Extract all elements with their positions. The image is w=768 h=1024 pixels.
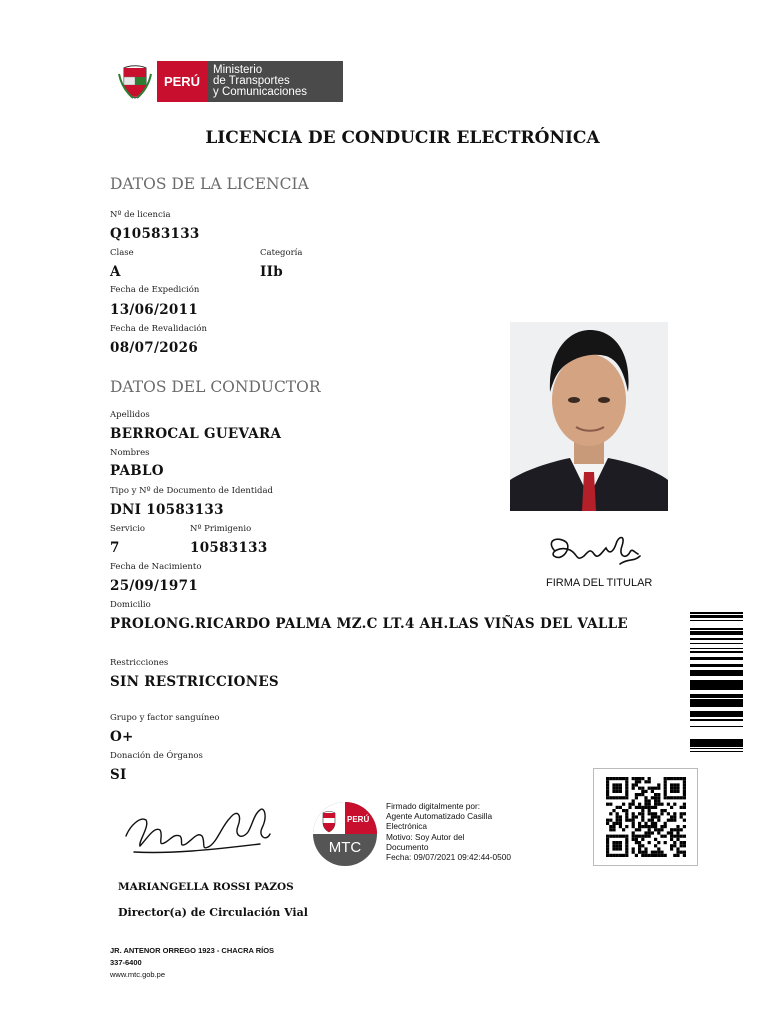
document-title: LICENCIA DE CONDUCIR ELECTRÓNICA (205, 128, 600, 148)
owner-signature-label: FIRMA DEL TITULAR (546, 577, 653, 589)
birth-date: 25/09/1971 (110, 578, 199, 594)
blood-type-value: O+ (110, 729, 134, 745)
footer-address: JR. ANTENOR ORREGO 1923 - CHACRA RÍOS (110, 946, 275, 955)
issue-date: 13/06/2011 (110, 302, 199, 318)
ministry-line-3: y Comunicaciones (213, 86, 307, 98)
owner-signature (510, 526, 683, 572)
digital-signature-line-3: Electrónica (386, 821, 428, 832)
ministry-line-1: Ministerio (213, 64, 263, 76)
qr-code (593, 768, 698, 866)
organ-donation-label: Donación de Órganos (110, 751, 203, 761)
license-number: Q10583133 (110, 226, 200, 242)
license-section-title: DATOS DE LA LICENCIA (110, 175, 309, 193)
id-document-label: Tipo y Nº de Documento de Identidad (110, 486, 273, 496)
restrictions-label: Restricciones (110, 658, 169, 668)
digital-signature-line-4: Motivo: Soy Autor del (386, 831, 465, 842)
organ-donation-value: SI (110, 767, 127, 783)
address-value: PROLONG.RICARDO PALMA MZ.C LT.4 AH.LAS VIÑAS DEL VALLE (110, 616, 629, 632)
digital-signature-line-1: Firmado digitalmente por: (386, 801, 481, 811)
director-name: MARIANGELLA ROSSI PAZOS (118, 881, 294, 893)
class-label: Clase (110, 248, 134, 258)
primigenio-label: Nº Primigenio (190, 524, 252, 534)
primigenio-value: 10583133 (190, 540, 268, 556)
digital-signature-line-2: Agente Automatizado Casilla (386, 811, 493, 822)
category-label: Categoría (260, 248, 303, 258)
revalidation-date: 08/07/2026 (110, 340, 199, 356)
director-signature (110, 796, 290, 866)
revalidation-date-label: Fecha de Revalidación (110, 324, 207, 334)
footer-phone: 337-6400 (110, 958, 142, 967)
digital-signature-line-5: Documento (386, 841, 429, 852)
footer-website: www.mtc.gob.pe (110, 970, 166, 979)
surnames-value: BERROCAL GUEVARA (110, 426, 282, 442)
peru-coat-of-arms-icon (113, 61, 157, 102)
digital-signature-line-6: Fecha: 09/07/2021 09:42:44-0500 (386, 852, 512, 863)
surnames-label: Apellidos (110, 410, 150, 420)
director-role: Director(a) de Circulación Vial (118, 906, 308, 919)
license-number-label: Nº de licencia (110, 210, 171, 220)
birth-date-label: Fecha de Nacimiento (110, 562, 202, 572)
category-value: IIb (260, 264, 283, 280)
mtc-logo (312, 801, 378, 867)
ministry-line-2: de Transportes (213, 75, 290, 87)
restrictions-value: SIN RESTRICCIONES (110, 674, 279, 690)
ministry-name (207, 61, 343, 102)
country-label: PERÚ (157, 61, 207, 102)
id-document-value: DNI 10583133 (110, 502, 224, 518)
digital-signature-info (386, 801, 556, 862)
driver-photo (510, 322, 668, 511)
service-label: Servicio (110, 524, 146, 534)
blood-type-label: Grupo y factor sanguíneo (110, 713, 220, 723)
mtc-logo-text: MTC (328, 839, 362, 856)
driver-section-title: DATOS DEL CONDUCTOR (110, 378, 321, 396)
issue-date-label: Fecha de Expedición (110, 285, 200, 295)
names-value: PABLO (110, 463, 164, 479)
address-label: Domicilio (110, 600, 151, 610)
service-value: 7 (110, 540, 120, 556)
mtc-logo-country: PERÚ (347, 815, 370, 824)
names-label: Nombres (110, 448, 150, 458)
barcode (690, 612, 743, 752)
class-value: A (110, 264, 121, 280)
ministry-logo (113, 61, 343, 102)
